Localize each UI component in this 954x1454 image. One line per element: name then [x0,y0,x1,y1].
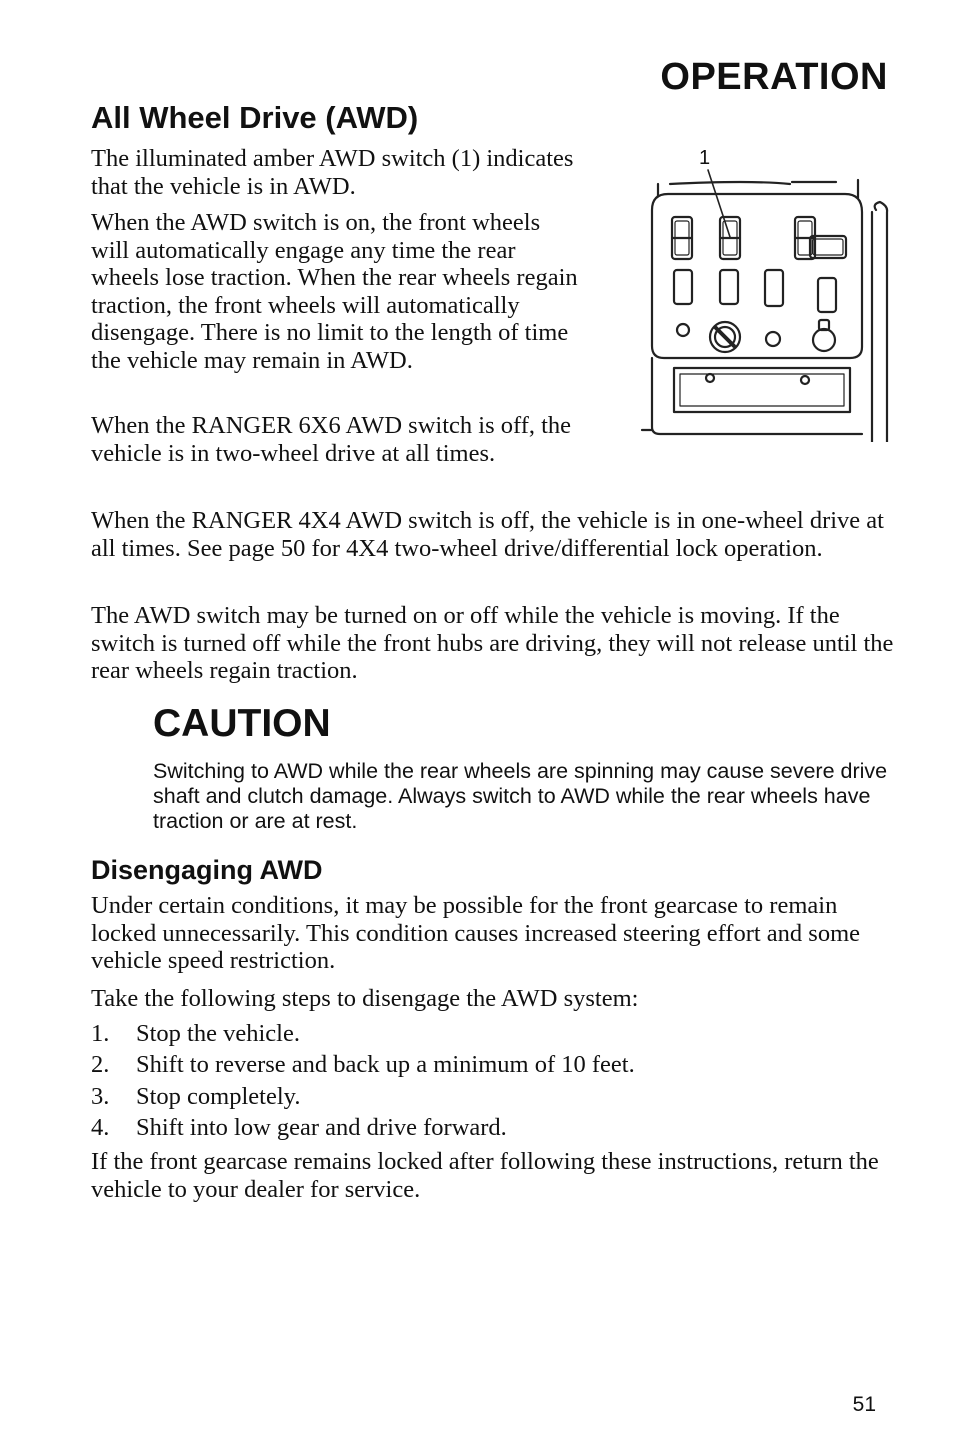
step-number: 3. [91,1082,110,1110]
list-item [91,1114,635,1145]
disengaging-intro: Under certain conditions, it may be possible for the front gearcase to remain locked unnecessarily. This condition causes increased steering effort and some vehicle speed restriction. [91,892,861,974]
disengaging-closing: If the front gearcase remains locked after following these instructions, return the vehicle to your dealer for service. [91,1148,879,1203]
paragraph-awd-on: When the AWD switch is on, the front wheels will automatically engage any time the rear wheels lose traction. When the rear wheels regain traction, the front wheels will automatically disengage. There is no limit to the length of time the vehicle may remain in AWD. [91,209,578,374]
list-item [91,1051,635,1082]
disengaging-heading: Disengaging AWD [91,855,323,885]
main-heading: All Wheel Drive (AWD) [91,100,419,135]
step-text: Shift into low gear and drive forward. [136,1113,507,1141]
paragraph-switch-while-moving: The AWD switch may be turned on or off while the vehicle is moving. If the switch is turned off while the front hubs are driving, they will not release until the rear wheels regain traction. [91,602,894,684]
dash-switch-panel-illustration [640,142,890,442]
step-text: Stop the vehicle. [136,1020,300,1047]
paragraph-6x6-off: When the RANGER 6X6 AWD switch is off, the vehicle is in two-wheel drive at all times. [91,412,572,467]
step-text: Shift to reverse and back up a minimum of 10 feet. [136,1051,635,1079]
step-number: 1. [91,1020,110,1047]
list-item [91,1083,635,1114]
callout-label: 1 [699,147,711,169]
step-number: 2. [91,1051,110,1079]
caution-heading: CAUTION [153,702,331,745]
page-number: 51 [852,1393,876,1416]
list-item [91,1020,635,1051]
disengaging-lead: Take the following steps to disengage the AWD system: [91,985,639,1012]
step-text: Stop completely. [136,1082,301,1110]
caution-text: Switching to AWD while the rear wheels are spinning may cause severe drive shaft and clutch damage. Always switch to AWD while the rear wheels have traction or are at rest. [153,759,888,833]
paragraph-awd-indicator: The illuminated amber AWD switch (1) indicates that the vehicle is in AWD. [91,145,574,200]
section-title: OPERATION [660,56,888,98]
disengage-steps-list [91,1020,635,1145]
step-number: 4. [91,1113,110,1141]
paragraph-4x4-off: When the RANGER 4X4 AWD switch is off, the vehicle is in one-wheel drive at all times. See page 50 for 4X4 two-wheel drive/differential lock operation. [91,507,884,562]
